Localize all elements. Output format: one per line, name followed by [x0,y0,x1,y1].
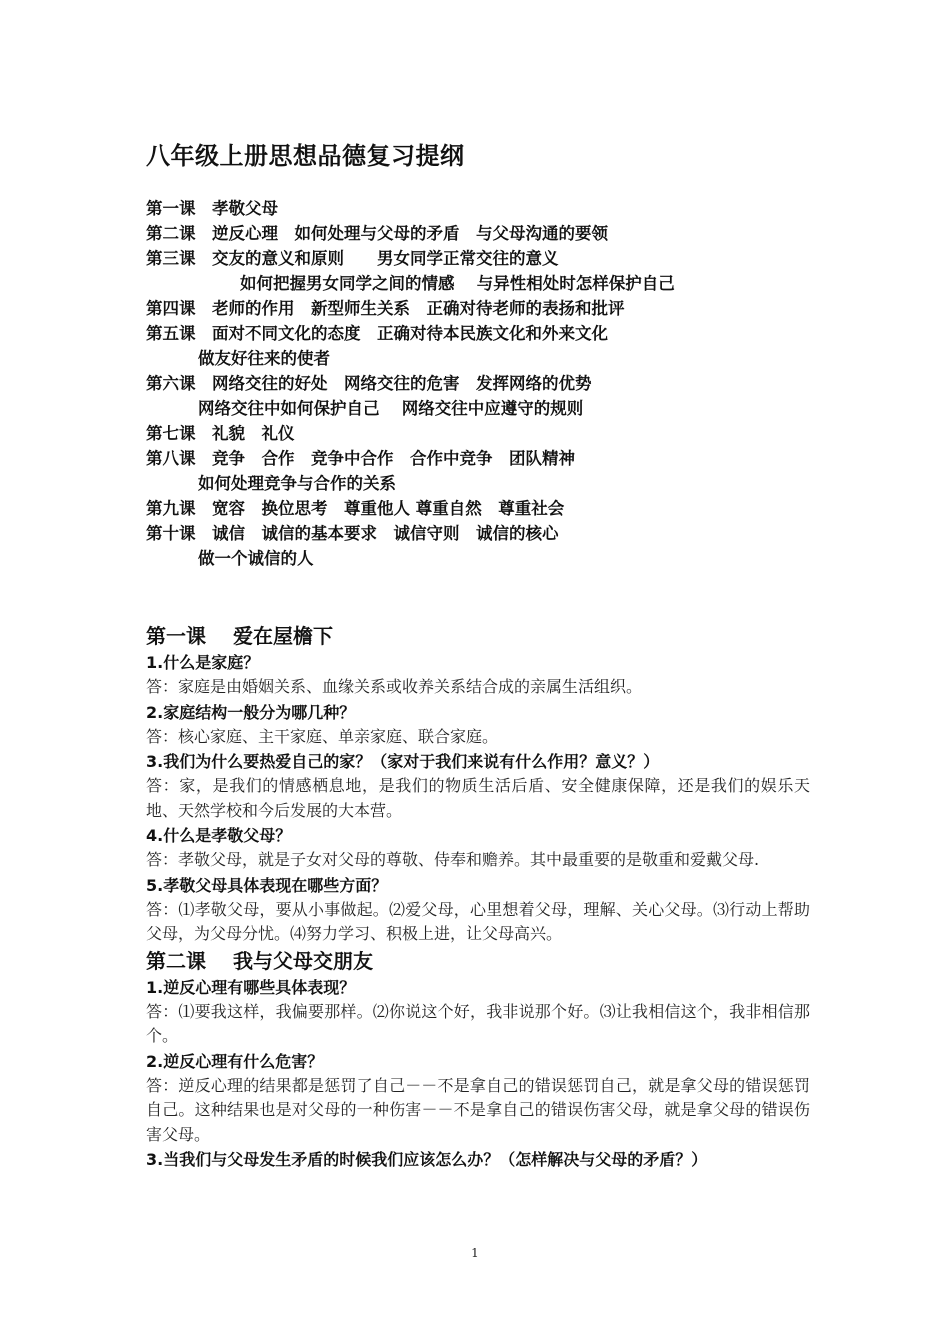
answer: 答：家庭是由婚姻关系、血缘关系或收养关系结合成的亲属生活组织。 [146,677,643,696]
outline-line: 第六课 网络交往的好处 网络交往的危害 发挥网络的优势 [146,374,592,393]
question: 5.孝敬父母具体表现在哪些方面？ [146,875,388,895]
outline-line: 网络交往中如何保护自己 网络交往中应遵守的规则 [198,399,584,418]
question: 4.什么是孝敬父母？ [146,826,292,845]
lesson-heading: 第一课 爱在屋檐下 [146,624,333,648]
outline-line: 如何把握男女同学之间的情感 与异性相处时怎样保护自己 [240,274,675,293]
lesson-outline [146,196,846,571]
outline-line: 如何处理竞争与合作的关系 [198,474,396,493]
outline-line: 第五课 面对不同文化的态度 正确对待本民族文化和外来文化 [146,324,608,343]
outline-line: 第三课 交友的意义和原则 男女同学正常交往的意义 [146,249,559,268]
answer: 答：逆反心理的结果都是惩罚了自己－－不是拿自己的错误惩罚自己，就是拿父母的错误惩罚自己。这种结果也是对父母的一种伤害－－不是拿自己的错误伤害父母，就是拿父母的错误伤害父母。 [146,1075,810,1144]
document-title: 八年级上册思想品德复习提纲 [146,142,465,170]
outline-line: 做一个诚信的人 [198,549,314,568]
question: 1.什么是家庭？ [146,653,260,672]
question: 1.逆反心理有哪些具体表现？ [146,977,356,997]
outline-line: 第八课 竞争 合作 竞争中合作 合作中竞争 团队精神 [146,449,575,468]
outline-line: 第九课 宽容 换位思考 尊重他人 尊重自然 尊重社会 [146,499,565,518]
outline-line: 第十课 诚信 诚信的基本要求 诚信守则 诚信的核心 [146,524,559,543]
outline-line: 第四课 老师的作用 新型师生关系 正确对待老师的表扬和批评 [146,299,625,318]
answer: 答：⑴要我这样，我偏要那样。⑵你说这个好，我非说那个好。⑶让我相信这个，我非相信那个。 [146,1001,810,1045]
answer: 答：核心家庭、主干家庭、单亲家庭、联合家庭。 [146,726,499,746]
review-content [146,622,810,1172]
question: 2.逆反心理有什么危害？ [146,1051,324,1071]
outline-line: 第二课 逆反心理 如何处理与父母的矛盾 与父母沟通的要领 [146,224,608,243]
outline-line: 做友好往来的使者 [198,349,330,368]
outline-line: 第七课 礼貌 礼仪 [146,424,295,443]
lesson-heading: 第二课 我与父母交朋友 [146,948,373,973]
outline-line: 第一课 孝敬父母 [146,199,278,218]
page-number: 1 [471,1246,479,1260]
question: 3.我们为什么要热爱自己的家？（家对于我们来说有什么作用？意义？） [146,752,660,771]
answer: 答：孝敬父母，就是子女对父母的尊敬、侍奉和赡养。其中最重要的是敬重和爱戴父母. [146,850,760,869]
question: 3.当我们与父母发生矛盾的时候我们应该怎么办？（怎样解决与父母的矛盾？） [146,1150,708,1169]
question: 2.家庭结构一般分为哪几种？ [146,702,356,722]
answer: 答：⑴孝敬父母，要从小事做起。⑵爱父母，心里想着父母，理解、关心父母。⑶行动上帮助父母，为父母分忧。⑷努力学习、积极上进，让父母高兴。 [146,899,810,943]
answer: 答：家，是我们的情感栖息地，是我们的物质生活后盾、安全健康保障，还是我们的娱乐天地、天然学校和今后发展的大本营。 [146,776,810,820]
